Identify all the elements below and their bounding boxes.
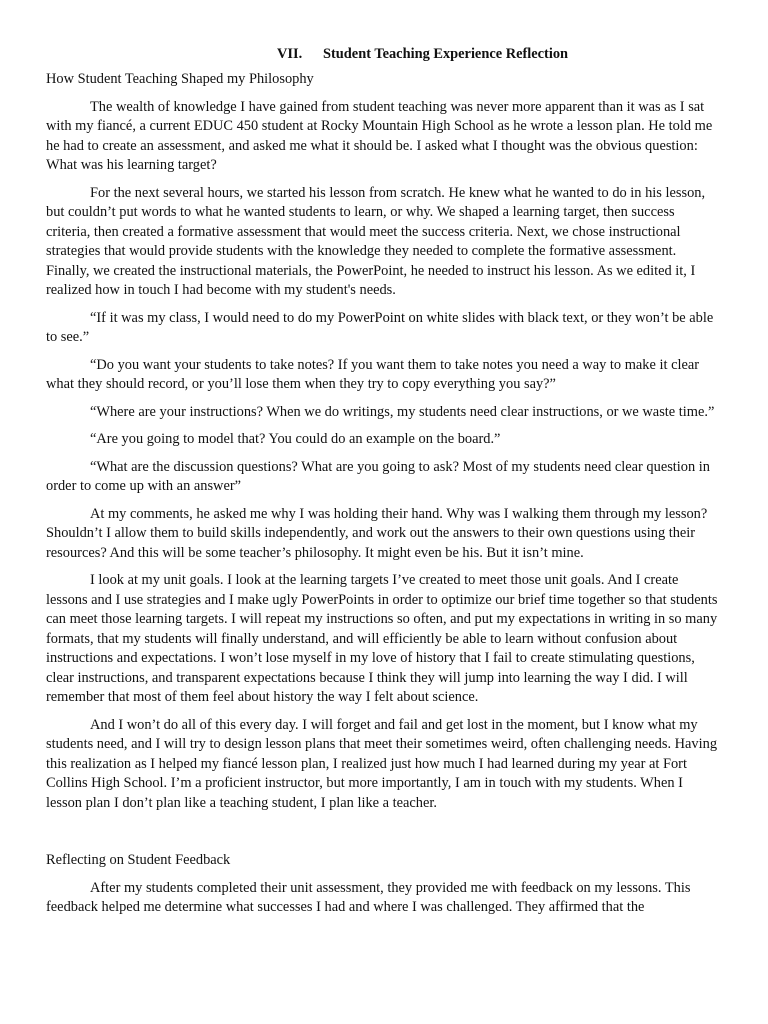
paragraph: And I won’t do all of this every day. I will forget and fail and get lost in the moment, but I know what my students need, and I will try to design lesson plans that meet their sometimes weird, often challenging needs. Having this realization as I helped my fiancé lesson plan, I realized just how much I had learned during my year at Fort Collins High School. I’m a proficient instructor, but more importantly, I am in touch with my students. When I lesson plan I don’t plan like a teaching student, I plan like a teacher. [46,716,718,811]
quote-paragraph: “Are you going to model that? You could do an example on the board.” [90,431,501,447]
quote-paragraph: “Do you want your students to take notes? If you want them to take notes you need a way to make it clear what they should record, or you’ll lose them when they try to copy everything you say?” [46,356,700,392]
section-title [46,44,722,64]
spacer [46,821,722,851]
section-title-text: Student Teaching Experience Reflection [323,46,569,62]
section-heading: Reflecting on Student Feedback [46,852,231,868]
paragraph: The wealth of knowledge I have gained from student teaching was never more apparent than it was as I sat with my fiancé, a current EDUC 450 student at Rocky Mountain High School as he wrote a lesson plan. He told me he had to create an assessment, and asked me what it should be. I asked what I thought was the obvious question: What was his learning target? [46,98,713,173]
section-heading: How Student Teaching Shaped my Philosophy [46,71,314,87]
section-number: VII. [277,46,303,62]
paragraph: After my students completed their unit assessment, they provided me with feedback on my lessons. This feedback helped me determine what successes I had and where I was challenged. They affirmed that the [46,879,691,915]
paragraph: At my comments, he asked me why I was holding their hand. Why was I walking them through my lesson? Shouldn’t I allow them to build skills independently, and work out the answers to their own questions using their resources? And this will be some teacher’s philosophy. It might even be his. But it isn’t mine. [46,505,708,561]
paragraph: For the next several hours, we started his lesson from scratch. He knew what he wanted to do in his lesson, but couldn’t put words to what he wanted students to learn, or why. We shaped a learning target, then success criteria, then created a formative assessment that would meet the success criteria. Next, we chose instructional strategies that would provide students with the knowledge they needed to complete the formative assessment. Finally, we created the instructional materials, the PowerPoint, he needed to instruct his lesson. As we edited it, I realized how in touch I had become with my student's needs. [46,184,706,298]
paragraph: I look at my unit goals. I look at the learning targets I’ve created to meet those unit goals. And I create lessons and I use strategies and I make ugly PowerPoints in order to optimize our brief time together so that students can meet those learning targets. I will repeat my instructions so often, and put my expectations in writing in so many formats, that my students will finally understand, and will efficiently be able to learn without confusion about instructions and expectations. I won’t lose myself in my love of history that I fail to create stimulating questions, clear instructions, and transparent expectations because I think they will jump into learning the way I did. I will remember that most of them feel about history the way I felt about science. [46,572,718,705]
quote-paragraph: “Where are your instructions? When we do writings, my students need clear instructions, or we waste time.” [90,403,715,420]
quote-paragraph: “If it was my class, I would need to do my PowerPoint on white slides with black text, or they won’t be able to see.” [46,309,714,345]
quote-paragraph: “What are the discussion questions? What are you going to ask? Most of my students need clear question in order to come up with an answer” [46,458,710,494]
